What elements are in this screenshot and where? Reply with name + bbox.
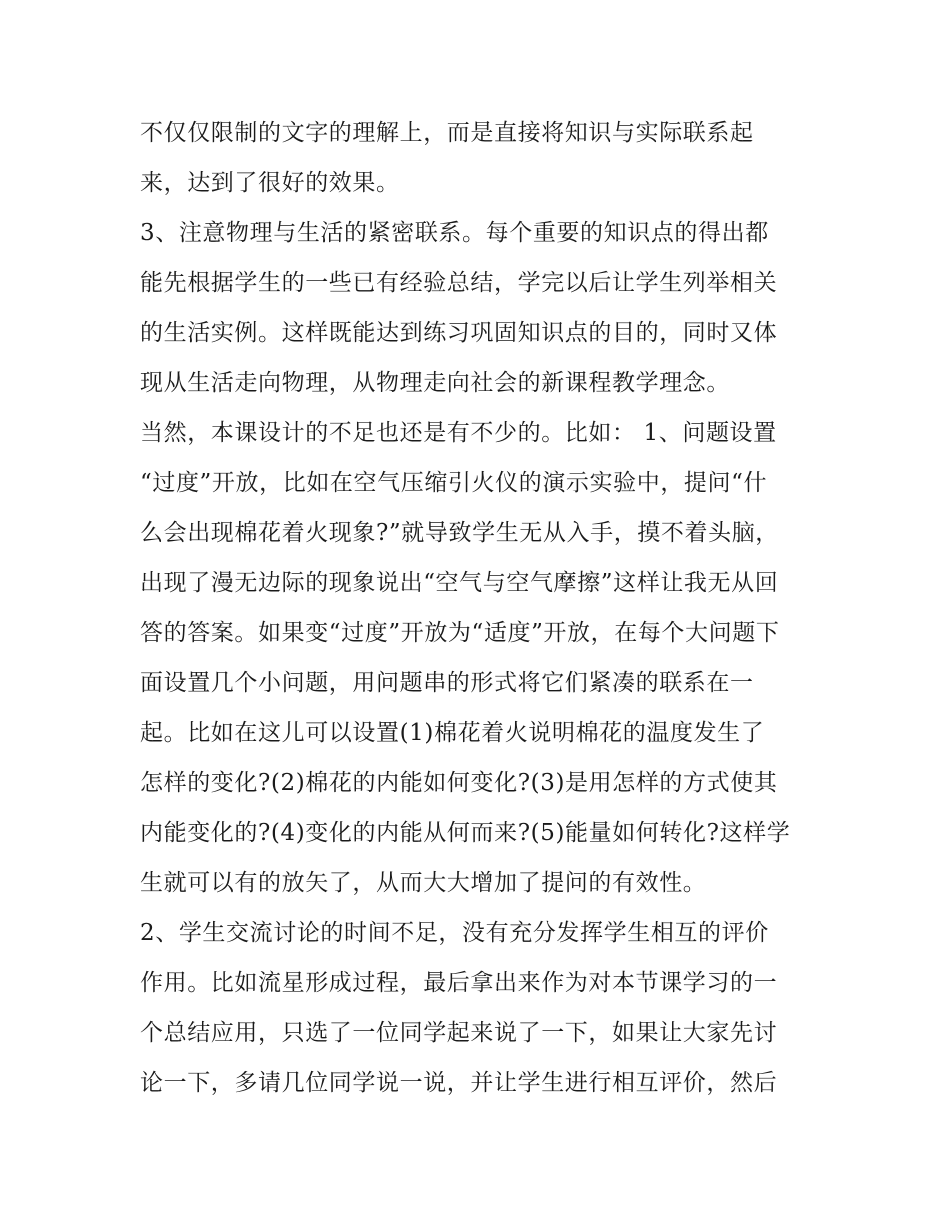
body-text xyxy=(140,108,820,1108)
text-line: “过度”开放，比如在空气压缩引火仪的演示实验中，提问“什 xyxy=(140,470,768,496)
text-line: 作用。比如流星形成过程，最后拿出来作为对本节课学习的一 xyxy=(140,970,778,996)
text-line: 内能变化的?(4)变化的内能从何而来?(5)能量如何转化?这样学 xyxy=(140,820,791,846)
text-line: 么会出现棉花着火现象?”就导致学生无从入手，摸不着头脑， xyxy=(140,520,779,546)
text-line: 答的答案。如果变“过度”开放为“适度”开放，在每个大问题下 xyxy=(140,620,780,646)
text-line: 出现了漫无边际的现象说出“空气与空气摩擦”这样让我无从回 xyxy=(140,570,779,596)
text-line: 的生活实例。这样既能达到练习巩固知识点的目的，同时又体 xyxy=(140,320,778,346)
text-line: 3、注意物理与生活的紧密联系。每个重要的知识点的得出都 xyxy=(140,220,769,246)
text-line: 论一下，多请几位同学说一说，并让学生进行相互评价，然后 xyxy=(140,1070,778,1096)
text-line: 不仅仅限制的文字的理解上，而是直接将知识与实际联系起 xyxy=(140,120,754,146)
text-line: 当然，本课设计的不足也还是有不少的。比如： 1、问题设置 xyxy=(140,420,777,446)
text-line: 来，达到了很好的效果。 xyxy=(140,170,400,196)
text-line: 个总结应用，只选了一位同学起来说了一下，如果让大家先讨 xyxy=(140,1020,778,1046)
text-line: 怎样的变化?(2)棉花的内能如何变化?(3)是用怎样的方式使其 xyxy=(140,770,778,796)
text-line: 生就可以有的放矢了，从而大大增加了提问的有效性。 xyxy=(140,870,707,896)
text-line: 面设置几个小问题，用问题串的形式将它们紧凑的联系在一 xyxy=(140,670,754,696)
text-line: 现从生活走向物理，从物理走向社会的新课程教学理念。 xyxy=(140,370,730,396)
text-line: 能先根据学生的一些已有经验总结，学完以后让学生列举相关 xyxy=(140,270,778,296)
text-line: 2、学生交流讨论的时间不足，没有充分发挥学生相互的评价 xyxy=(140,920,769,946)
text-line: 起。比如在这儿可以设置(1)棉花着火说明棉花的温度发生了 xyxy=(140,720,765,746)
